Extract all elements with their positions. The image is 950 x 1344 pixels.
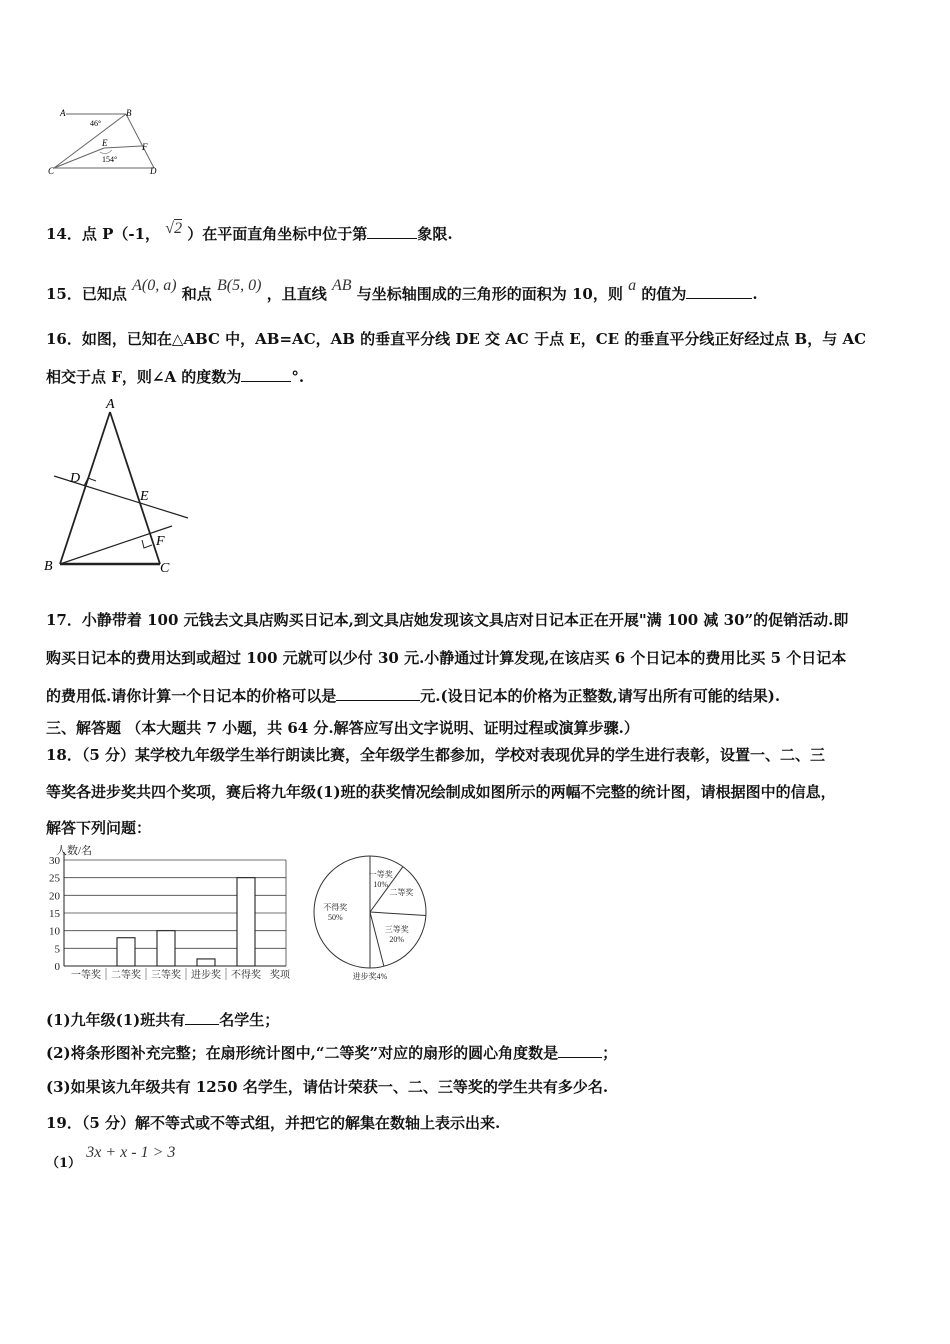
q19-p1-label: （1） <box>46 1156 82 1171</box>
q15-period: . <box>752 285 758 303</box>
label-a: A <box>60 108 66 118</box>
section-3-heading: 三、解答题 （本大题共 7 小题，共 64 分.解答应写出文字说明、证明过程或演算步骤.） <box>46 719 639 737</box>
y-tick-label: 5 <box>54 943 60 956</box>
sqrt-2: √2 <box>165 220 183 237</box>
line-ab: AB <box>331 277 352 294</box>
q17-pre: 的费用低.请你计算一个日记本的价格可以是 <box>46 687 337 705</box>
label-e: E <box>102 138 108 148</box>
figure-triangle <box>40 394 200 576</box>
p1-post: 名学生； <box>219 1011 280 1029</box>
bar-三等奖 <box>157 931 175 966</box>
slice-label: 不得奖 <box>323 903 348 912</box>
x-tick-label: 不得奖 <box>231 970 261 981</box>
slice-label: 一等奖 <box>368 869 393 879</box>
question-18-line3: 解答下列问题： <box>46 819 152 837</box>
q18-part-2 <box>46 1043 617 1063</box>
angle-154: 154° <box>102 155 118 164</box>
q15-mid3: 与坐标轴围成的三角形的面积为 10，则 <box>356 285 623 303</box>
slice-label: 三等奖 <box>384 925 409 935</box>
bar-不得奖 <box>237 878 255 966</box>
slice-pct: 20% <box>389 935 405 945</box>
q14-number: 14． <box>46 225 82 243</box>
q14-pre: 点 P（-1， <box>81 225 161 243</box>
outside-label: 进步奖4% <box>352 972 388 981</box>
slice-pct: 50% <box>327 913 343 922</box>
q16-pre: 相交于点 F，则∠A 的度数为 <box>46 368 242 386</box>
pie-chart <box>306 850 436 982</box>
slice-pct: 10% <box>373 879 389 889</box>
p1-blank <box>185 1010 219 1025</box>
question-14 <box>46 220 453 245</box>
question-17-line1: 17．小静带着 100 元钱去文具店购买日记本,到文具店她发现该文具店对日记本正在开展"满 100 减 30”的促销活动.即 <box>46 611 849 629</box>
y-tick-label: 0 <box>54 961 60 973</box>
q14-post: ）在平面直角坐标中位于第 <box>187 225 368 243</box>
question-16-line2 <box>46 367 304 387</box>
p2-blank <box>558 1043 602 1058</box>
label-f: F <box>142 142 148 152</box>
tri-label-c: C <box>160 561 170 576</box>
var-a: a <box>628 277 637 294</box>
q15-mid: 和点 <box>181 285 212 303</box>
q15-end: 的值为 <box>641 285 687 303</box>
q16-blank <box>241 367 291 382</box>
question-19: 19．（5 分）解不等式或不等式组，并把它的解集在数轴上表示出来. <box>46 1114 501 1132</box>
q18-part-1 <box>46 1010 279 1030</box>
q15-blank <box>686 284 752 299</box>
label-d: D <box>150 166 157 176</box>
question-16-line1: 16．如图，已知在△ABC 中，AB=AC，AB 的垂直平分线 DE 交 AC 于点 E，CE 的垂直平分线正好经过点 B，与 AC <box>46 330 867 348</box>
tri-label-b: B <box>44 559 53 574</box>
y-tick-label: 30 <box>49 855 60 867</box>
x-tick-label: 一等奖 <box>71 970 101 981</box>
slice-label: 二等奖 <box>389 888 414 898</box>
y-axis-label: 人数/名 <box>56 845 93 857</box>
q18-part-3: (3)如果该九年级共有 1250 名学生，请估计荣获一、二、三等奖的学生共有多少名. <box>46 1078 609 1096</box>
tri-label-a: A <box>106 397 115 412</box>
bar-进步奖 <box>197 959 215 966</box>
q14-blank <box>367 224 417 239</box>
q16-post: °. <box>291 368 305 386</box>
p1-pre: (1)九年级(1)班共有 <box>46 1011 186 1029</box>
point-a: A(0, a) <box>132 277 177 294</box>
y-tick-label: 20 <box>49 890 60 903</box>
q15-mid2: ，且直线 <box>266 285 327 303</box>
label-b: B <box>126 108 132 118</box>
x-axis-label: 奖项 <box>270 970 290 981</box>
angle-46: 46° <box>90 119 102 128</box>
bar-chart <box>40 842 300 982</box>
q19-part-1 <box>46 1144 176 1174</box>
q17-post: 元.(设日记本的价格为正整数,请写出所有可能的结果). <box>420 687 781 705</box>
question-17-line3 <box>46 686 780 706</box>
q17-blank <box>336 686 420 701</box>
x-tick-label: 三等奖 <box>151 970 181 981</box>
p2-post: ； <box>602 1044 618 1062</box>
inequality: 3x + x - 1 > 3 <box>86 1144 176 1161</box>
x-tick-label: 进步奖 <box>191 970 221 981</box>
bar-二等奖 <box>117 938 135 966</box>
figure-parallel-lines <box>46 104 166 180</box>
q15-start: 15．已知点 <box>46 285 127 303</box>
sqrt-arg: 2 <box>174 220 183 237</box>
question-15 <box>46 277 758 305</box>
y-tick-label: 15 <box>49 908 60 920</box>
y-tick-label: 25 <box>49 872 60 885</box>
p2-pre: (2)将条形图补充完整；在扇形统计图中,“二等奖”对应的扇形的圆心角度数是 <box>46 1044 559 1062</box>
tri-label-d: D <box>70 471 81 486</box>
question-18-line2: 等奖各进步奖共四个奖项，赛后将九年级(1)班的获奖情况绘制成如图所示的两幅不完整的统计图，请根据图中的信息， <box>46 783 836 801</box>
point-b: B(5, 0) <box>217 277 262 294</box>
label-c: C <box>48 166 55 176</box>
tri-label-f: F <box>156 534 165 549</box>
question-17-line2: 购买日记本的费用达到或超过 100 元就可以少付 30 元.小静通过计算发现,在该店买 6 个日记本的费用比买 5 个日记本 <box>46 649 847 667</box>
question-18-line1: 18．（5 分）某学校九年级学生举行朗读比赛，全年级学生都参加，学校对表现优异的学生进行表彰，设置一、二、三 <box>46 746 826 764</box>
y-tick-label: 10 <box>49 925 60 938</box>
q14-end: 象限. <box>417 225 453 243</box>
x-tick-label: 二等奖 <box>111 970 141 981</box>
tri-label-e: E <box>140 489 149 504</box>
